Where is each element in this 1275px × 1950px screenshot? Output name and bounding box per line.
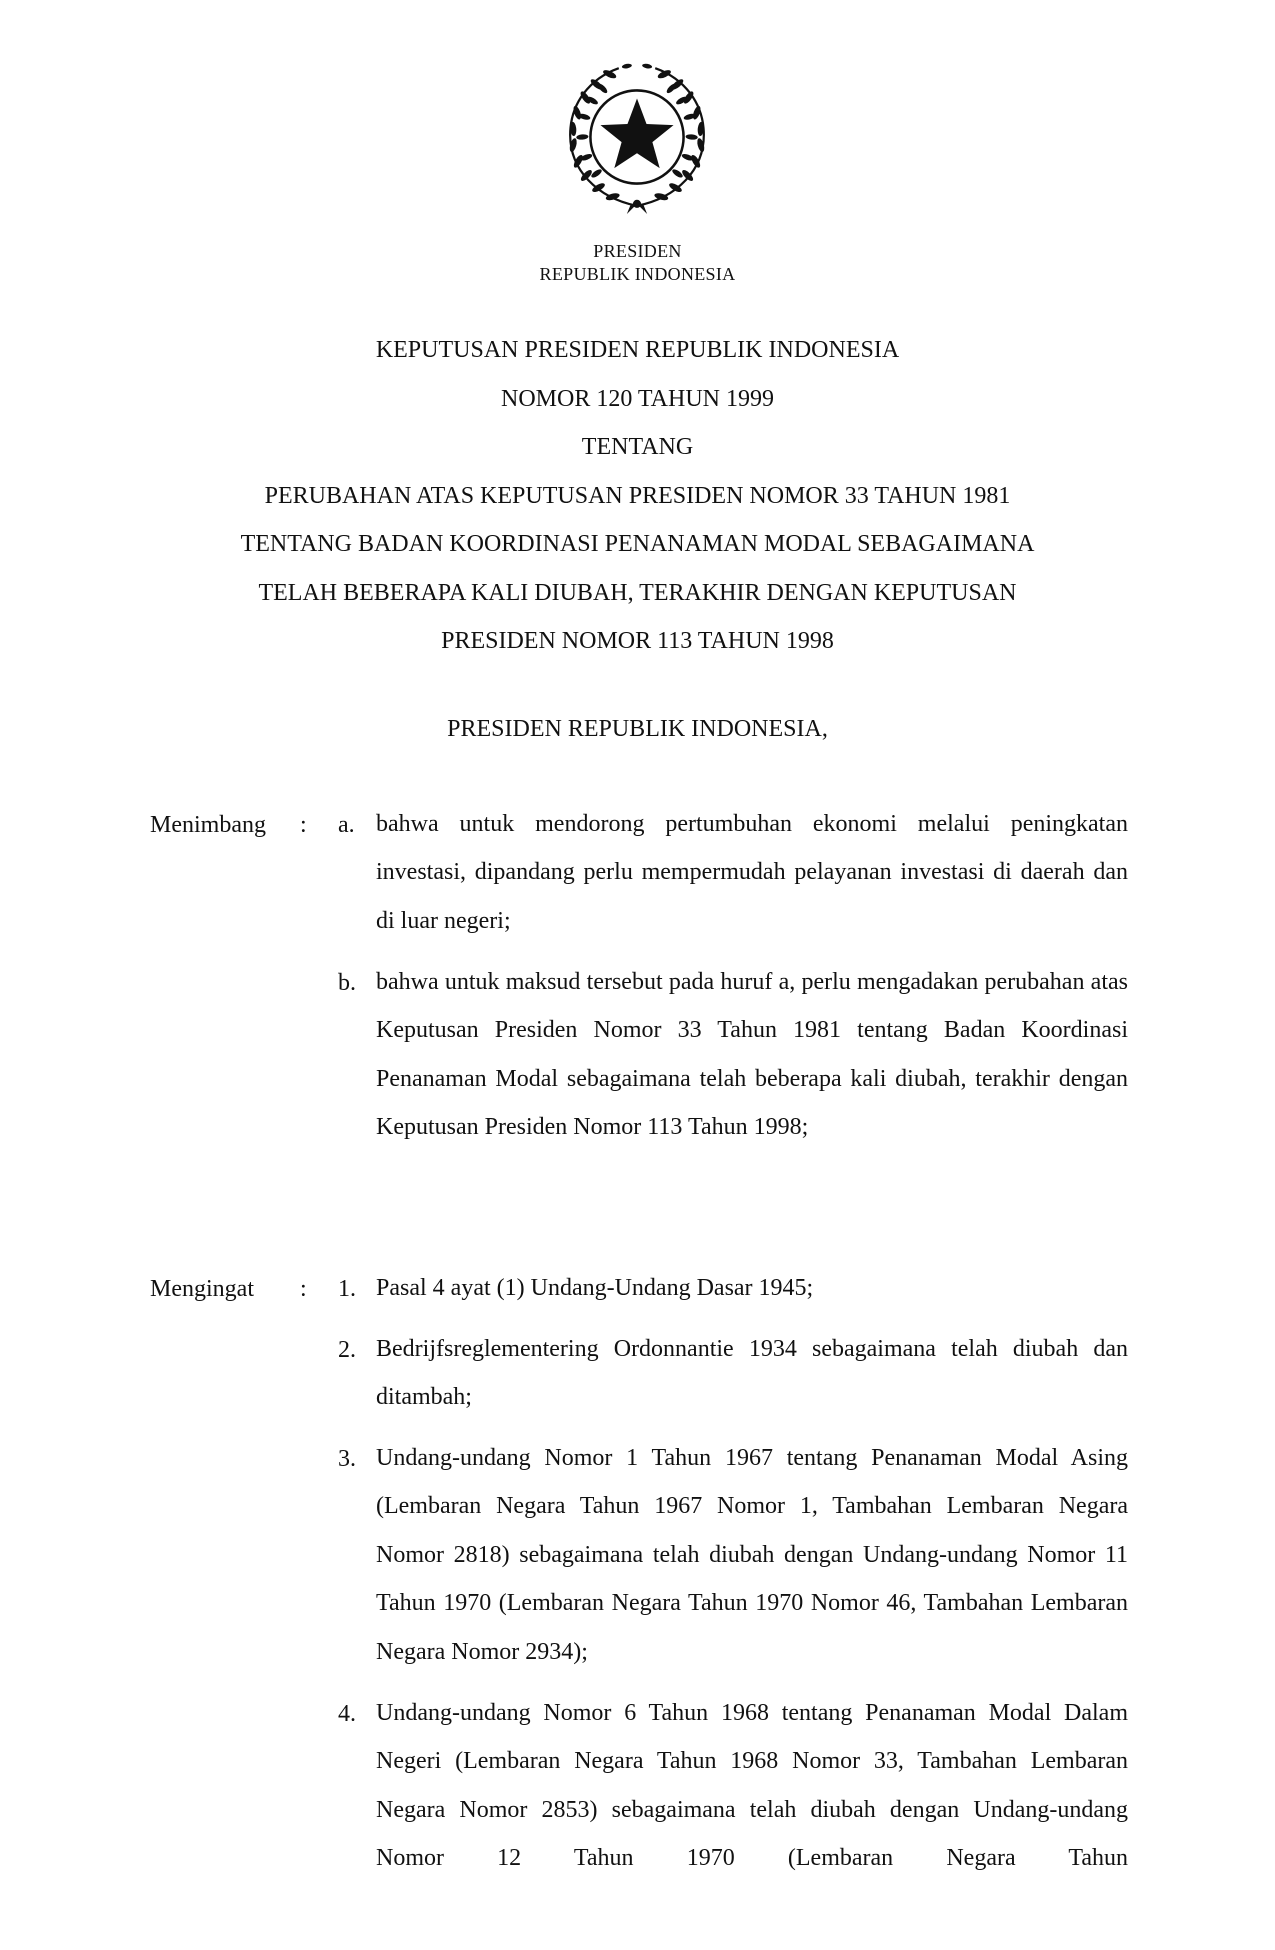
item-marker: 1. [338,1276,356,1302]
item-text: bahwa untuk mendorong pertumbuhan ekonomi melalui peningkatan investasi, dipandang perlu mempermudah pelayanan investasi di daerah dan di luar negeri; [376,811,1128,934]
title-line: TENTANG BADAN KOORDINASI PENANAMAN MODAL SEBAGAIMANA [240,531,1035,557]
opening-statement: PRESIDEN REPUBLIK INDONESIA, [447,716,828,742]
star-wreath-icon [556,56,718,218]
item-text: Undang-undang Nomor 6 Tahun 1968 tentang Penanaman Modal Dalam Negeri (Lembaran Negara Tahun 1968 Nomor 33, Tambahan Lembaran Negara Nomor 2853) sebagaimana telah diubah dengan Undang-undang Nomor 12 Tahun 1970 (Lembaran Negara Tahun [376,1700,1128,1872]
item-marker: b. [338,970,356,996]
section-label: Menimbang [150,812,266,838]
letterhead-line-republik: REPUBLIK INDONESIA [539,264,736,284]
item-marker: 3. [338,1446,356,1472]
item-text: Pasal 4 ayat (1) Undang-Undang Dasar 1945; [376,1275,814,1301]
letterhead-line-presiden: PRESIDEN [593,241,682,261]
title-line: TENTANG [581,434,694,460]
item-text: bahwa untuk maksud tersebut pada huruf a, perlu mengadakan perubahan atas Keputusan Presiden Nomor 33 Tahun 1981 tentang Badan Koordinasi Penanaman Modal sebagaimana telah beberapa kali diubah, terakhir dengan Keputusan Presiden Nomor 113 Tahun 1998; [376,969,1128,1141]
title-line: PRESIDEN NOMOR 113 TAHUN 1998 [441,628,834,654]
presidential-seal-emblem [556,56,718,218]
section-colon: : [300,812,307,838]
item-marker: 4. [338,1701,356,1727]
section-colon: : [300,1276,307,1302]
title-line: PERUBAHAN ATAS KEPUTUSAN PRESIDEN NOMOR 33 TAHUN 1981 [264,482,1011,509]
item-text: Undang-undang Nomor 1 Tahun 1967 tentang Penanaman Modal Asing (Lembaran Negara Tahun 1967 Nomor 1, Tambahan Lembaran Negara Nomor 2818) sebagaimana telah diubah dengan Undang-undang Nomor 11 Tahun 1970 (Lembaran Negara Tahun 1970 Nomor 46, Tambahan Lembaran Negara Nomor 2934); [376,1445,1128,1665]
item-marker: a. [338,812,355,838]
item-marker: 2. [338,1337,356,1363]
decree-title [0,326,1275,666]
section-label: Mengingat [150,1276,254,1302]
title-line: NOMOR 120 TAHUN 1999 [501,385,774,412]
title-line: TELAH BEBERAPA KALI DIUBAH, TERAKHIR DENGAN KEPUTUSAN [258,579,1017,606]
title-line: KEPUTUSAN PRESIDEN REPUBLIK INDONESIA [375,337,900,363]
item-text: Bedrijfsreglementering Ordonnantie 1934 sebagaimana telah diubah dan ditambah; [376,1336,1128,1411]
